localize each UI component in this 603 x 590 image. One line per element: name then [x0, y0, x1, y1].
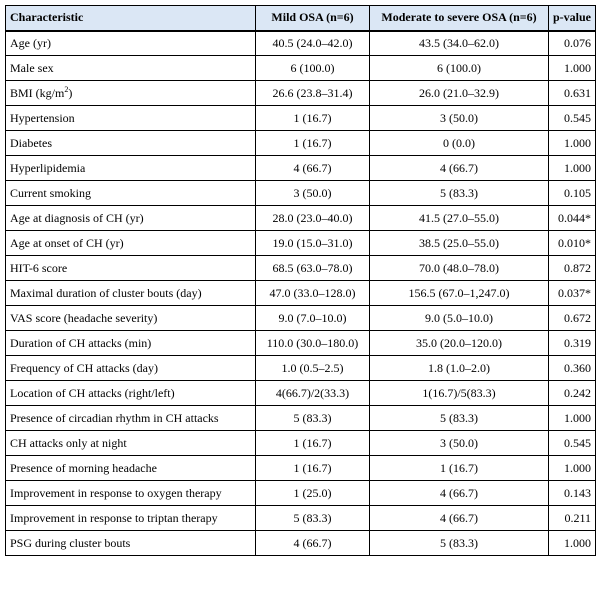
mild-osa-value: 26.6 (23.8–31.4) — [256, 81, 370, 106]
header-row — [6, 6, 596, 31]
characteristic-label: HIT-6 score — [10, 260, 68, 275]
p-value: 1.000 — [549, 406, 596, 431]
mild-osa-value: 110.0 (30.0–180.0) — [256, 331, 370, 356]
table-row — [6, 306, 596, 331]
p-value: 1.000 — [549, 456, 596, 481]
moderate-severe-osa-value: 26.0 (21.0–32.9) — [370, 81, 549, 106]
moderate-severe-osa-value: 38.5 (25.0–55.0) — [370, 231, 549, 256]
mild-osa-value: 5 (83.3) — [256, 406, 370, 431]
p-value: 1.000 — [549, 531, 596, 556]
characteristic-label: Location of CH attacks (right/left) — [10, 385, 175, 400]
characteristic-cell — [6, 506, 256, 531]
characteristic-label: Age (yr) — [10, 35, 51, 50]
table-row — [6, 481, 596, 506]
characteristic-label: BMI (kg/m — [10, 85, 65, 100]
moderate-severe-osa-value: 1.8 (1.0–2.0) — [370, 356, 549, 381]
characteristic-cell — [6, 531, 256, 556]
table-row — [6, 106, 596, 131]
moderate-severe-osa-value: 70.0 (48.0–78.0) — [370, 256, 549, 281]
mild-osa-value: 1.0 (0.5–2.5) — [256, 356, 370, 381]
table-row — [6, 256, 596, 281]
characteristic-cell — [6, 131, 256, 156]
moderate-severe-osa-value: 6 (100.0) — [370, 56, 549, 81]
p-value: 0.672 — [549, 306, 596, 331]
table-row — [6, 406, 596, 431]
p-value: 0.010* — [549, 231, 596, 256]
table-row — [6, 206, 596, 231]
p-value: 0.105 — [549, 181, 596, 206]
mild-osa-value: 4 (66.7) — [256, 156, 370, 181]
table-row — [6, 331, 596, 356]
moderate-severe-osa-value: 0 (0.0) — [370, 131, 549, 156]
mild-osa-value: 4(66.7)/2(33.3) — [256, 381, 370, 406]
header-moderate-severe-osa: Moderate to severe OSA (n=6) — [370, 6, 549, 31]
characteristic-cell — [6, 56, 256, 81]
table-row — [6, 381, 596, 406]
characteristic-cell — [6, 306, 256, 331]
table-row — [6, 506, 596, 531]
moderate-severe-osa-value: 41.5 (27.0–55.0) — [370, 206, 549, 231]
table-row — [6, 31, 596, 56]
characteristic-label: CH attacks only at night — [10, 435, 127, 450]
p-value: 0.143 — [549, 481, 596, 506]
characteristic-cell — [6, 256, 256, 281]
characteristic-label: Male sex — [10, 60, 54, 75]
table-row — [6, 431, 596, 456]
mild-osa-value: 68.5 (63.0–78.0) — [256, 256, 370, 281]
mild-osa-value: 1 (16.7) — [256, 106, 370, 131]
characteristic-label: Hypertension — [10, 110, 75, 125]
characteristic-cell — [6, 406, 256, 431]
characteristic-label: VAS score (headache severity) — [10, 310, 158, 325]
mild-osa-value: 1 (16.7) — [256, 456, 370, 481]
table-row — [6, 281, 596, 306]
table-row — [6, 156, 596, 181]
characteristics-table — [5, 5, 596, 556]
p-value: 0.037* — [549, 281, 596, 306]
mild-osa-value: 6 (100.0) — [256, 56, 370, 81]
mild-osa-value: 1 (25.0) — [256, 481, 370, 506]
mild-osa-value: 1 (16.7) — [256, 131, 370, 156]
p-value: 0.211 — [549, 506, 596, 531]
moderate-severe-osa-value: 4 (66.7) — [370, 481, 549, 506]
characteristic-label: Hyperlipidemia — [10, 160, 86, 175]
moderate-severe-osa-value: 3 (50.0) — [370, 106, 549, 131]
characteristic-label-superscript: 2 — [64, 84, 69, 94]
p-value: 0.360 — [549, 356, 596, 381]
characteristic-cell — [6, 206, 256, 231]
characteristic-label-end: ) — [68, 85, 73, 100]
table-row — [6, 81, 596, 106]
p-value: 0.044* — [549, 206, 596, 231]
characteristic-label: Presence of circadian rhythm in CH attacks — [10, 410, 219, 425]
table-row — [6, 56, 596, 81]
p-value: 0.631 — [549, 81, 596, 106]
characteristic-cell — [6, 456, 256, 481]
p-value: 0.319 — [549, 331, 596, 356]
characteristic-cell — [6, 481, 256, 506]
header-p-value: p-value — [549, 6, 596, 31]
mild-osa-value: 28.0 (23.0–40.0) — [256, 206, 370, 231]
p-value: 1.000 — [549, 131, 596, 156]
moderate-severe-osa-value: 4 (66.7) — [370, 506, 549, 531]
characteristic-cell — [6, 431, 256, 456]
characteristic-label: Age at onset of CH (yr) — [10, 235, 124, 250]
mild-osa-value: 19.0 (15.0–31.0) — [256, 231, 370, 256]
characteristic-cell — [6, 181, 256, 206]
mild-osa-value: 1 (16.7) — [256, 431, 370, 456]
p-value: 1.000 — [549, 156, 596, 181]
characteristic-cell — [6, 231, 256, 256]
moderate-severe-osa-value: 3 (50.0) — [370, 431, 549, 456]
characteristic-label: PSG during cluster bouts — [10, 535, 131, 550]
moderate-severe-osa-value: 5 (83.3) — [370, 181, 549, 206]
table-row — [6, 356, 596, 381]
p-value: 0.545 — [549, 431, 596, 456]
characteristic-label: Frequency of CH attacks (day) — [10, 360, 158, 375]
characteristic-label: Current smoking — [10, 185, 91, 200]
p-value: 0.076 — [549, 31, 596, 56]
characteristic-label: Diabetes — [10, 135, 52, 150]
characteristic-label: Presence of morning headache — [10, 460, 157, 475]
moderate-severe-osa-value: 9.0 (5.0–10.0) — [370, 306, 549, 331]
moderate-severe-osa-value: 5 (83.3) — [370, 406, 549, 431]
characteristic-cell — [6, 281, 256, 306]
moderate-severe-osa-value: 156.5 (67.0–1,247.0) — [370, 281, 549, 306]
p-value: 1.000 — [549, 56, 596, 81]
moderate-severe-osa-value: 4 (66.7) — [370, 156, 549, 181]
characteristic-label: Duration of CH attacks (min) — [10, 335, 152, 350]
p-value: 0.545 — [549, 106, 596, 131]
mild-osa-value: 40.5 (24.0–42.0) — [256, 31, 370, 56]
p-value: 0.242 — [549, 381, 596, 406]
characteristic-label: Age at diagnosis of CH (yr) — [10, 210, 144, 225]
table-row — [6, 131, 596, 156]
characteristic-cell — [6, 81, 256, 106]
header-mild-osa: Mild OSA (n=6) — [256, 6, 370, 31]
characteristic-cell — [6, 331, 256, 356]
characteristic-cell — [6, 381, 256, 406]
table-body — [6, 31, 596, 556]
moderate-severe-osa-value: 5 (83.3) — [370, 531, 549, 556]
table-row — [6, 231, 596, 256]
p-value: 0.872 — [549, 256, 596, 281]
moderate-severe-osa-value: 35.0 (20.0–120.0) — [370, 331, 549, 356]
mild-osa-value: 9.0 (7.0–10.0) — [256, 306, 370, 331]
mild-osa-value: 5 (83.3) — [256, 506, 370, 531]
mild-osa-value: 3 (50.0) — [256, 181, 370, 206]
characteristic-cell — [6, 156, 256, 181]
moderate-severe-osa-value: 43.5 (34.0–62.0) — [370, 31, 549, 56]
characteristic-cell — [6, 31, 256, 56]
characteristic-cell — [6, 356, 256, 381]
mild-osa-value: 47.0 (33.0–128.0) — [256, 281, 370, 306]
characteristic-cell — [6, 106, 256, 131]
moderate-severe-osa-value: 1(16.7)/5(83.3) — [370, 381, 549, 406]
characteristic-label: Maximal duration of cluster bouts (day) — [10, 285, 202, 300]
table-row — [6, 456, 596, 481]
table-row — [6, 181, 596, 206]
header-characteristic: Characteristic — [6, 6, 256, 31]
table-row — [6, 531, 596, 556]
moderate-severe-osa-value: 1 (16.7) — [370, 456, 549, 481]
characteristic-label: Improvement in response to oxygen therapy — [10, 485, 222, 500]
mild-osa-value: 4 (66.7) — [256, 531, 370, 556]
characteristic-label: Improvement in response to triptan therapy — [10, 510, 218, 525]
